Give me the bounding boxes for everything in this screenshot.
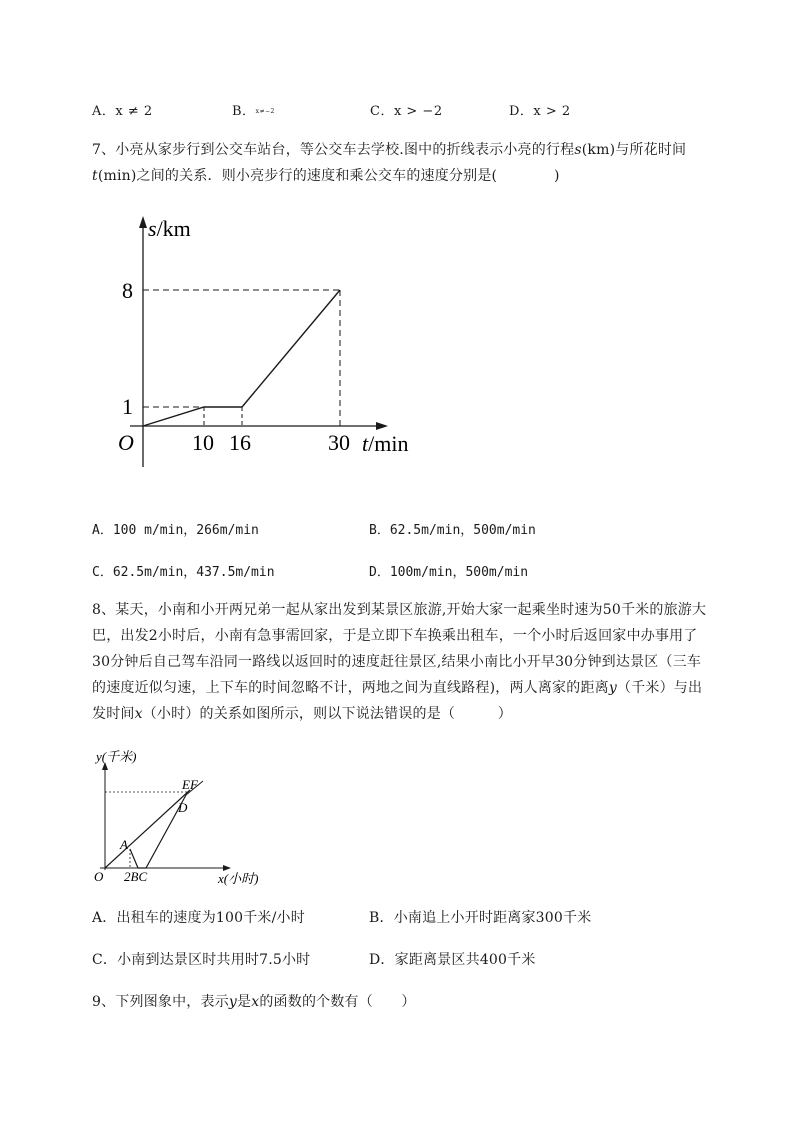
q7-x-arrow-icon (376, 422, 388, 430)
q6-option-c: C．x > −2 (370, 104, 443, 119)
q8-text-4: 的速度近似匀速，上下车的时间忽略不计，两地之间为直线路程)，两人离家的距离 (92, 680, 609, 696)
q7-option-c: C．62.5m/min，437.5m/min (92, 565, 275, 580)
q8-stem-line5 (92, 702, 512, 726)
q7-y-tick-1: 1 (122, 394, 133, 419)
q8-chart (90, 745, 280, 890)
q7-option-a: A．100 m/min，266m/min (92, 523, 259, 538)
q7-x-tick-16: 16 (229, 430, 251, 455)
q6-option-b-value: x≠−2 (255, 108, 275, 115)
q7-text-1: 7、小亮从家步行到公交车站台，等公交车去学校.图中的折线表示小亮的行程 (92, 142, 575, 158)
q9-text-3: 的函数的个数有（ ） (259, 994, 416, 1010)
q7-x-tick-30: 30 (328, 430, 350, 455)
q7-y-tick-8: 8 (122, 278, 133, 303)
q8-point-d: D (178, 800, 188, 815)
q8-text-5a: 发时间 (92, 706, 135, 722)
q8-stem-line3: 30分钟后自己驾车沿同一路线以返回时的速度赶往景区,结果小南比小开早30分钟到达景区（三车 (92, 654, 702, 670)
q7-data-line (143, 290, 340, 426)
q8-x-label: x(小时) (218, 871, 259, 886)
q8-point-2bc: 2BC (124, 869, 148, 884)
q7-chart (100, 210, 430, 475)
q6-option-b-label: B． (232, 104, 256, 119)
q9-text-1: 9、下列图象中，表示 (92, 994, 229, 1010)
q8-text-4b: （千米）与出 (616, 680, 703, 696)
q8-stem-line2: 巴，出发2小时后，小南有急事需回家，于是立即下车换乘出租车，一个小时后返回家中办事用了 (92, 628, 698, 644)
q9-stem (92, 990, 416, 1014)
q8-var-x: x (134, 706, 143, 722)
q8-option-a: A．出租车的速度为100千米/小时 (92, 910, 305, 926)
q7-y-arrow-icon (139, 216, 147, 228)
q8-y-label: y(千米) (96, 749, 137, 764)
q9-var-x: x (251, 994, 260, 1010)
q8-option-b: B．小南追上小开时距离家300千米 (369, 910, 592, 926)
q7-stem-line2 (92, 164, 560, 188)
q8-option-c: C．小南到达景区时共用时7.5小时 (92, 952, 311, 968)
q8-point-ef: EF (182, 777, 198, 792)
q8-option-d: D．家距离景区共400千米 (369, 952, 536, 968)
q7-var-s: s (574, 142, 582, 158)
q7-y-label: s/km (148, 216, 191, 241)
q9-text-2: 是 (237, 994, 252, 1010)
q8-text-5b: （小时）的关系如图所示，则以下说法错误的是（ ） (142, 706, 512, 722)
q7-text-2: (km)与所花时间 (581, 142, 687, 158)
q8-stem-line4 (92, 676, 702, 700)
q8-point-a: A (120, 837, 128, 852)
q7-x-tick-10: 10 (192, 430, 214, 455)
q7-origin-label: O (118, 430, 134, 455)
q7-stem-line1 (92, 138, 686, 162)
q7-var-t: t (92, 168, 98, 184)
q8-origin-label: O (94, 869, 104, 884)
q7-option-d: D．100m/min，500m/min (369, 565, 529, 580)
q9-var-y: y (228, 994, 238, 1010)
q7-x-label: t/min (362, 431, 409, 456)
q7-option-b: B．62.5m/min，500m/min (369, 523, 536, 538)
q8-stem-line1: 8、某天，小南和小开两兄弟一起从家出发到某景区旅游,开始大家一起乘坐时速为50千米的旅游大 (92, 602, 707, 618)
q6-option-b (232, 100, 275, 119)
q8-var-y: y (608, 680, 617, 696)
q6-option-a: A．x ≠ 2 (92, 104, 153, 119)
q6-option-d: D．x > 2 (509, 104, 571, 119)
q7-text-3: (min)之间的关系．则小亮步行的速度和乘公交车的速度分别是( ) (97, 168, 560, 184)
